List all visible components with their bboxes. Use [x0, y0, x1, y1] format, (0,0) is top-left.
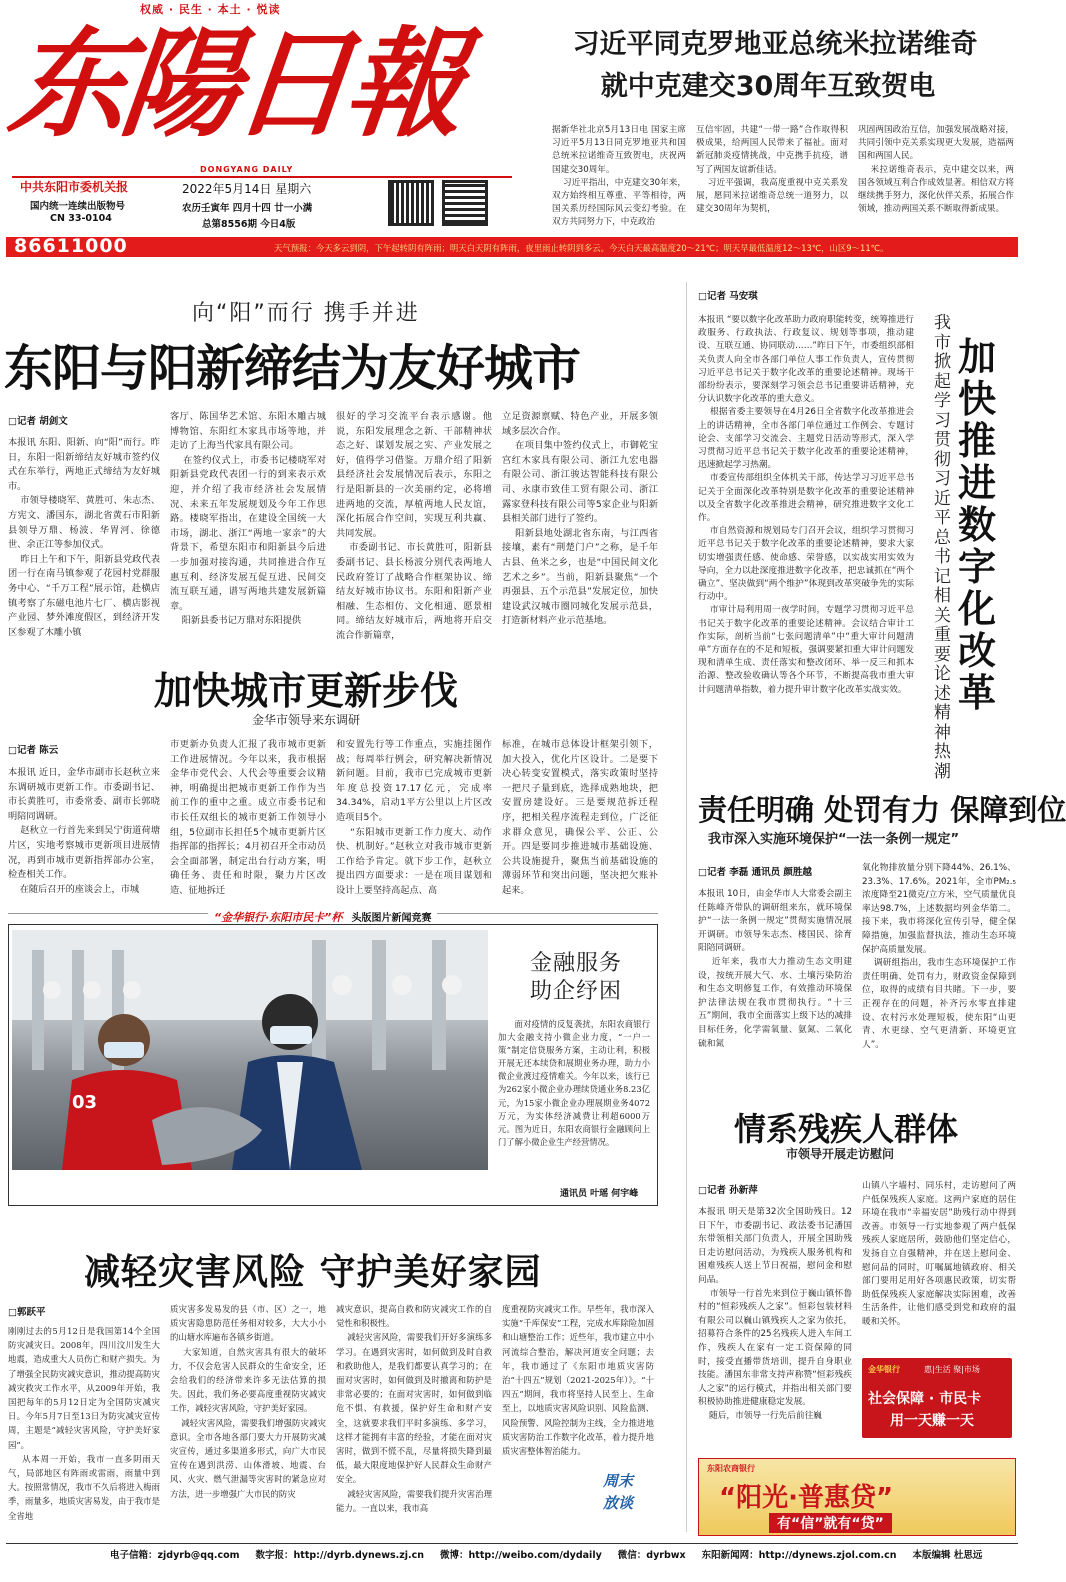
- ad-1-line-2: 用一天赚一天: [890, 1413, 974, 1429]
- article-d-body: 本报讯 “要以数字化改革助力政府职能转变，统筹推进行政服务、行政执法、行政复议、规划等事项，推动建设、互联互通、协同联动……”昨日下午，市委组织部相关负责人向全市各部门单位人事工作负责人，宣传贯彻习近平总书记关于数字化改革的重要论述精神。现场干部纷纷表示，要深刻学习领会总书记重要讲话精神，充分认识数字化改革的重大意义。 根据省委主要领导在4月26日全省数字化改革推进会上的讲话精神，全市各部门单位通过工作例会、专题讨论会、支部学习交流会、主题党日活动等形式，深入学习贯彻习近平总书记关于数字化改革的重要论述精神，迅速掀起学习热潮。 市委宣传部组织全体机关干部，传达学习习近平总书记关于全面深化改革特别是数字化改革的重要论述精神以及全省数字化改革推进会精神，研究推进数字文化工作。 市自然资源和规划局专门召开会议，组织学习贯彻习近平总书记关于数字化改革的重要论述精神，要求大家切实增强责任感、使命感、荣誉感，以实战实用实效为导向，全力以赴深度推进数字化改革，把忠诚抓在“两个确立”、坚决做到“两个维护”体现到改革突破争先的实际行动中。 市审计局利用周一夜学时间，专题学习贯彻习近平总书记关于数字化改革的重要论述精神。会议结合审计工作实际，剖析当前“七张问题清单”中“重大审计问题清单”方面存在的不足和短板，强调要紧扣重大审计问题发现和清单生成、责任落实和整改闭环、举一反三和抓本治源、整改验收确认等各个环节，不断提高我市重大审计问题清单指数，着力提升审计数字化改革实战实效。: [698, 315, 915, 695]
- right-column-divider: [686, 282, 687, 1532]
- footer-rule: [6, 1543, 1018, 1544]
- article-b-col-4: 标准，在城市总体设计框架引领下，加大投入，优化片区设计。二是要下决心转变安置模式，落实政策时坚持一把尺子量到底，选择成熟地块，把安置房建设好。三是要规范拆迁程序，把相关程序流程走到位，广泛征求群众意见，确保公平、公正、公开。四是要同步推进城市基础设施、公共设施提升，聚焦当前基础设施的薄弱环节和突出问题，坚决把欠账补起来。: [502, 739, 658, 896]
- photo-credit: 通讯员 叶瑶 何宇峰: [560, 1189, 639, 1199]
- cn-code: CN 33-0104: [50, 213, 112, 224]
- top-story-col-2: 互信牢固，共建“一带一路”合作取得积极成果，给两国人民带来了福祉。面对新冠肺炎疫情挑战，中克携手抗疫，谱写了两国友谊新佳话。 习近平强调，我高度重视中克关系发展，愿同米拉诺维奇总统一道努力，以建交30周年为契机，: [696, 125, 848, 215]
- top-story-headline-1: 习近平同克罗地亚总统米拉诺维奇: [572, 29, 978, 60]
- article-c-col-3: 减灾意识，提高自救和防灾减灾工作的自觉性和积极性。 减轻灾害风险，需要我们开好多演练多学习。在遇到灾害时，如何做到及时自救和救助他人，是我们都要认真学习的；在面对灾害时，如何做到及时撤离和防护是非常必要的；在面对灾害时，如何做到临危不惧、有救援，保护好生命和财产安全，这就要求我们平时多演练、多学习，这样才能拥有丰富的经验，才能在面对灾害时，做到不慌不乱，尽量将损失降到最低，最大限度地保护好人民群众生命财产安全。 减轻灾害风险，需要我们提升灾害治理能力。一直以来，我市高: [336, 1304, 492, 1513]
- ad-1-brand: 金华银行: [868, 1365, 900, 1374]
- column-stamp: 周末 放谈: [602, 1472, 633, 1512]
- article-b-headline: 加快城市更新步伐: [154, 669, 459, 713]
- article-a-col-2: 客厅、陈国华艺术馆、东阳木雕古城博物馆、东阳红木家具市场等地，并走访了上海当代家具有限公司。 在签约仪式上，市委书记楼晓军对阳新县党政代表团一行的到来表示欢迎，并介绍了我市经济社会发展情况、未来五年发展规划及今年工作思路。楼晓军指出，在建设全国统一大市场，湖北、浙江“两地一家亲”的大背景下，希望东阳市和阳新县今后进一步加强对接沟通，共同推进合作互惠互利、经济发展互促互进、民间交流互联互通，谱写两地共建发展新篇章。 阳新县委书记万鼎对东阳提供: [170, 411, 327, 627]
- article-d-byline: □记者 马安琪: [698, 291, 758, 302]
- article-f-byline: □记者 孙新萍: [698, 1185, 758, 1196]
- footer-editor: 本版编辑 杜思远: [912, 1550, 983, 1561]
- ad-2-title: “阳光·普惠贷”: [719, 1483, 894, 1513]
- photo-illustration: [12, 930, 488, 1170]
- article-e-col-1: 本报讯 10日，由金华市人大常委会副主任陈峰齐带队的调研组来东，就环境保护“一法一条例一规定”贯彻实施情况展开调研。市领导朱志杰、楼国民、徐育阳陪同调研。 近年来，我市大力推动生态文明建设，按统开展大气、水、土壤污染防治和生态文明修复工作，有效推动环境保护法律法规在我市贯彻执行。“十三五”期间，我市全面落实上级下达的减排目标任务，化学需氧量、氨氮、二氧化硫和氮: [698, 889, 853, 1049]
- photo-section-title-2: 助企纾困: [530, 979, 623, 1004]
- issue-number: 总第8556期 今日4版: [202, 219, 296, 230]
- issue-date: 2022年5月14日 星期六: [182, 182, 312, 196]
- ad-1-line-1: 社会保障 · 市民卡: [868, 1391, 982, 1407]
- article-c-byline: □郭跃平: [8, 1307, 46, 1318]
- article-d-subhead: 我市掀起学习贯彻习近平总书记相关重要论述精神热潮: [934, 313, 951, 782]
- article-f-subhead: 市领导开展走访慰问: [786, 1147, 895, 1161]
- article-a-headline: 东阳与阳新缔结为友好城市: [4, 340, 581, 397]
- qr-code-2: [442, 180, 488, 226]
- masthead-slogan: 权威 · 民生 · 本土 · 悦读: [140, 3, 281, 16]
- photo-contest-banner: [8, 906, 658, 924]
- news-photo: [12, 930, 488, 1170]
- photo-contest-title-wrap: [208, 906, 437, 925]
- photo-section-title-1: 金融服务: [530, 951, 623, 976]
- article-c-col-4: 度重视防灾减灾工作。早些年，我市深入实施“千库保安”工程，完成水库除险加固和山塘整治工作；近些年，我市建立中小河流综合整治，解决河道安全问题；去年，我市通过了《东阳市地质灾害防治“十四五”规划（2021-2025年）》。“十四五”期间，我市将坚持人民至上、生命至上，以地质灾害风险识别、风险监测、风险预警、风险控制为主线，全力推进地质灾害防治工作数字化改革，着力提升地质灾害整体智治能力。: [502, 1304, 654, 1457]
- ad-jinhua-bank[interactable]: [862, 1358, 1012, 1438]
- article-c-col-2: 质灾害多发易发的县（市、区）之一，地质灾害隐患防范任务相对较多，大大小小的山塘水库遍布各镇乡街道。 大家知道，自然灾害具有很大的破坏力，不仅会危害人民群众的生命安全，还会给我们的经济带来许多无法估算的损失。因此，我们务必要高度重视防灾减灾工作，减轻灾害风险，守护美好家园。 减轻灾害风险，需要我们增强防灾减灾意识。全市各地各部门要大力开展防灾减灾宣传，通过多渠道多形式，向广大市民宣传在遇到洪涝、山体滑坡、地震、台风、火灾、燃气泄漏等灾害时的紧急应对方法，进一步增强广大市民的防灾: [170, 1304, 327, 1499]
- ad-2-slogan: 有“信”就有“贷”: [769, 1513, 892, 1533]
- ad-2-bank: 东阳农商银行: [707, 1464, 755, 1473]
- footer-email[interactable]: 电子信箱：zjdyrb@qq.com: [110, 1550, 240, 1561]
- top-story-col-1: 据新华社北京5月13日电 国家主席习近平5月13日同克罗地亚共和国总统米拉诺维奇互致贺电，庆祝两国建交30周年。 习近平指出，中克建交30年来，双方始终相互尊重、平等相待，两国关系历经国际风云变幻考验。在双方共同努力下，中克政治: [552, 125, 686, 228]
- article-a-col-4: 立足资源禀赋、特色产业，开展多领域多层次合作。 在项目集中签约仪式上，市御乾宝宫红木家具有限公司、浙江九宏电器有限公司、浙江骏达智能科技有限公司、永康市致佳工贸有限公司、浙江露家登科技有限公司等5家企业与阳新县相关部门进行了签约。 阳新县地处湖北省东南，与江西省接壤，素有“荆楚门户”之称，是千年古县、鱼米之乡，也是“中国民间文化艺术之乡”。当前，阳新县聚焦“一个再强县、五个示范县”发展定位，加快建设武汉城市圈同城化发展示范县，打造新材料产业示范基地。: [502, 411, 659, 627]
- qr-code-1: [388, 180, 434, 226]
- article-f-col-1: 本报讯 明天是第32次全国助残日。12日下午，市委副书记、政法委书记潘国东带领相关部门负责人，开展全国助残日走访慰问活动，为残疾人服务机构和困难残疾人送上节日祝福，慰问金和慰问品。 市领导一行首先来到位于巍山镇怀鲁村的“恒彩残疾人之家”。恒彩包装材料有限公司以巍山镇残疾人之家为依托，招募符合条件的25名残疾人进入车间工作，残疾人在家有一定工资保障的同时，接受直播带货培训，提升自身职业技能。潘国东非常支持声称赞“恒彩残疾人之家”的运行模式，并指出相关部门要积极协助推进健康稳定发展。 随后，市领导一行先后前往巍: [698, 1207, 853, 1421]
- photo-contest-title: “金华银行·东阳市民卡”杯: [214, 911, 343, 924]
- footer-weibo[interactable]: 微博：http://weibo.com/dydaily: [440, 1550, 602, 1561]
- article-a-byline: □记者 胡剑文: [8, 416, 68, 427]
- article-a-kicker: 向“阳”而行 携手并进: [192, 301, 420, 326]
- footer-epaper[interactable]: 数字报：http://dyrb.dynews.zj.cn: [255, 1550, 425, 1561]
- ad-1-tags: 惠|生活 聚|市场: [924, 1365, 980, 1374]
- lunar-date: 农历壬寅年 四月十四 廿一小满: [182, 203, 313, 214]
- masthead-org: 中共东阳市委机关报: [20, 180, 129, 194]
- article-f-col-2: 山镇八字墙村、同乐村，走访慰问了两户低保残疾人家庭。这两户家庭的居住环境在我市“幸福安居”助残行动中得到改善。市领导一行实地参观了两户低保残疾人家庭居所，鼓励他们坚定信心，发扬自立自强精神，并在送上慰问金、慰问品的同时，叮嘱属地镇政府、相关部门要用足用好各项惠民政策，切实帮助低保残疾人家庭解决实际困难，改善生活条件，让他们感受到党和政府的温暖和关怀。: [862, 1181, 1016, 1327]
- weather-forecast: 天气预报：今天多云到阴，下午起转阴有阵雨；明天白天阴有阵雨，夜里雨止转阴到多云。今天白天最高温度20～21℃；明天早最低温度12～13℃，山区9～11℃。: [274, 243, 889, 253]
- footer-wechat: 微信：dyrbwx: [617, 1550, 686, 1561]
- article-e-subhead: 我市深入实施环境保护“一法一条例一规定”: [708, 832, 960, 847]
- article-b-subhead: 金华市领导来东调研: [252, 713, 361, 727]
- article-e-headline: 责任明确 处罚有力 保障到位: [698, 793, 1066, 827]
- photo-contest-subtitle: 头版图片新闻竞赛: [351, 913, 432, 924]
- article-e-col-2: 氧化物排放量分别下降44%、26.1%、23.3%、17.6%。2021年，全市PM₂.₅浓度降至21微克/立方米，空气质量优良率达98.7%，上述数据均列金华第二。接下来，我市将深化宣传引导，健全保障措施，加强监督执法，推动生态环境保护高质量发展。 调研组指出，我市生态环境保护工作责任明确、处罚有力，财政资金保障到位，取得的成绩有目共睹。下一步，要正视存在的问题，补齐污水零直排建设、农村污水处理短板，使东阳“山更青、水更绿、空气更清新、环境更宜人”。: [862, 863, 1017, 1050]
- article-c-headline: 减轻灾害风险 守护美好家园: [84, 1252, 542, 1293]
- top-story-headline-2: 就中克建交30周年互致贺电: [600, 71, 936, 102]
- svg-text:03: 03: [72, 1092, 98, 1113]
- article-e-byline: □记者 李磊 通讯员 颜胜越: [698, 867, 812, 878]
- hotline-number: 86611000: [14, 235, 128, 257]
- article-c-col-1: 刚刚过去的5月12日是我国第14个全国防灾减灾日。2008年，四川汶川发生大地震，造成重大人员伤亡和财产损失。为了增强全民防灾减灾意识，推动提高防灾减灾救灾工作水平，从2009年开始，我国把每年的5月12日定为全国防灾减灾日。今年5月7日至13日为防灾减灾宣传周，主题是“减轻灾害风险，守护美好家园”。 从本周一开始，我市一直多阴雨天气，局部地区有阵雨或雷雨，雨量中到大。按照常情况，我市不久后将进入梅雨季，雨量多，地质灾害易发，由于我市是全省地: [8, 1326, 161, 1521]
- article-b-col-2: 市更新办负责人汇报了我市城市更新工作进展情况。今年以来，我市根据金华市党代会、人代会等重要会议精神，明确提出把城市更新工作作为当前工作的重中之重。成立市委书记和市长任双组长的城市更新工作领导小组，5位副市长担任5个城市更新片区指挥部的指挥长；4月初召开全市动员会全面部署，制定出台行动方案，明确任务、责任和时限，聚力片区改造、征地拆迁: [170, 739, 326, 896]
- article-b-byline: □记者 陈云: [8, 745, 59, 756]
- article-b-col-1: 本报讯 近日，金华市副市长赵秋立来东调研城市更新工作。市委副书记、市长黄胜可，市委常委、副市长郭晓明陪同调研。 赵秋立一行首先来到吴宁街道荷塘片区，实地考察城市更新项目进展情况，再到市城市更新指挥部办公室，检查相关工作。 在随后召开的座谈会上，市城: [8, 767, 161, 895]
- footer-website[interactable]: 东阳新闻网：http://dynews.zjol.com.cn: [701, 1550, 897, 1561]
- article-a-col-1: 本报讯 东阳、阳新、向“阳”而行。昨日，东阳一阳新缔结友好城市签约仪式在东举行，两地正式缔结为友好城市。 市领导楼晓军、黄胜可、朱志杰、方宪文、潘国东，湖北省黄石市阳新县领导万鼎、杨波、华胃河、徐德世、余正江等参加仪式。 昨日上午和下午，阳新县党政代表团一行在南马镇参观了花园村党群服务中心、“千万工程”展示馆，赴横店镇考察了东磁电池片七厂、横店影视产业园、梦外滩度假区，到经济开发区参观了木雕小镇: [8, 437, 161, 638]
- top-story-col-3: 巩固两国政治互信，加强发展战略对接，共同引领中克关系实现更大发展，造福两国和两国人民。 米拉诺维奇表示，克中建交以来，两国各领域互利合作成效显著。相信双方将继续携手努力，深化伙伴关系，拓展合作领域，推动两国关系不断取得新成果。: [858, 125, 1014, 215]
- article-f-headline: 情系残疾人群体: [734, 1110, 959, 1148]
- photo-caption: 面对疫情的反复袭扰，东阳农商银行加大金融支持小微企业力度，“一户一策”制定信贷服务方案，主动让利，积极开展无还本续贷和展期业务办理，助力小微企业渡过疫情难关。今年以来，该行已为262家小微企业办理续贷通业务8.23亿元，为15家小微企业办理展期业务4072万元，为实体经济减费让利超6000万元。图为近日，东阳农商银行金融顾问上门了解小微企业生产经营情况。: [498, 1019, 650, 1147]
- article-d-headline: 加快推进数字化改革: [958, 335, 997, 715]
- footer: [110, 1547, 1010, 1561]
- article-a-col-3: 很好的学习交流平台表示感谢。他说，东阳发展理念之新、干部精神状态之好、谋划发展之实、产业发展之好，值得学习借鉴。万鼎介绍了阳新县经济社会发展情况后表示，东阳之行是阳新县的一次美丽约定，必将增进两地的交流，厚植两地人民友谊，深化拓展合作空间，实现互利共赢、共同发展。 市委副书记、市长黄胜可，阳新县委副书记、县长杨波分别代表两地人民政府签订了战略合作框架协议、缔结友好城市协议书。东阳和阳新产业相融、生态相仿、文化相通、愿景相同。缔结友好城市后，两地将开启交流合作新篇章，: [336, 411, 493, 641]
- newspaper-logo: 东陽日報: [2, 14, 466, 153]
- article-b-col-3: 和安置先行等工作重点，实施挂图作战；每周举行例会，研究解决新情况新问题。目前，我市已完成城市更新年度总投资17.17亿元，完成率34.34%，启动1平方公里以上片区改造项目5个。 “东阳城市更新工作力度大、动作快、机制好。”赵秋立对我市城市更新工作给予肯定。就下步工作，赵秋立提出四方面要求：一是在项目谋划和设计上要坚持高起点、高: [336, 739, 492, 896]
- masthead-pinyin: DONGYANG DAILY: [200, 165, 294, 174]
- ad-puhui-loan[interactable]: [698, 1458, 1016, 1536]
- cn-code-label: 国内统一连续出版物号: [30, 201, 126, 212]
